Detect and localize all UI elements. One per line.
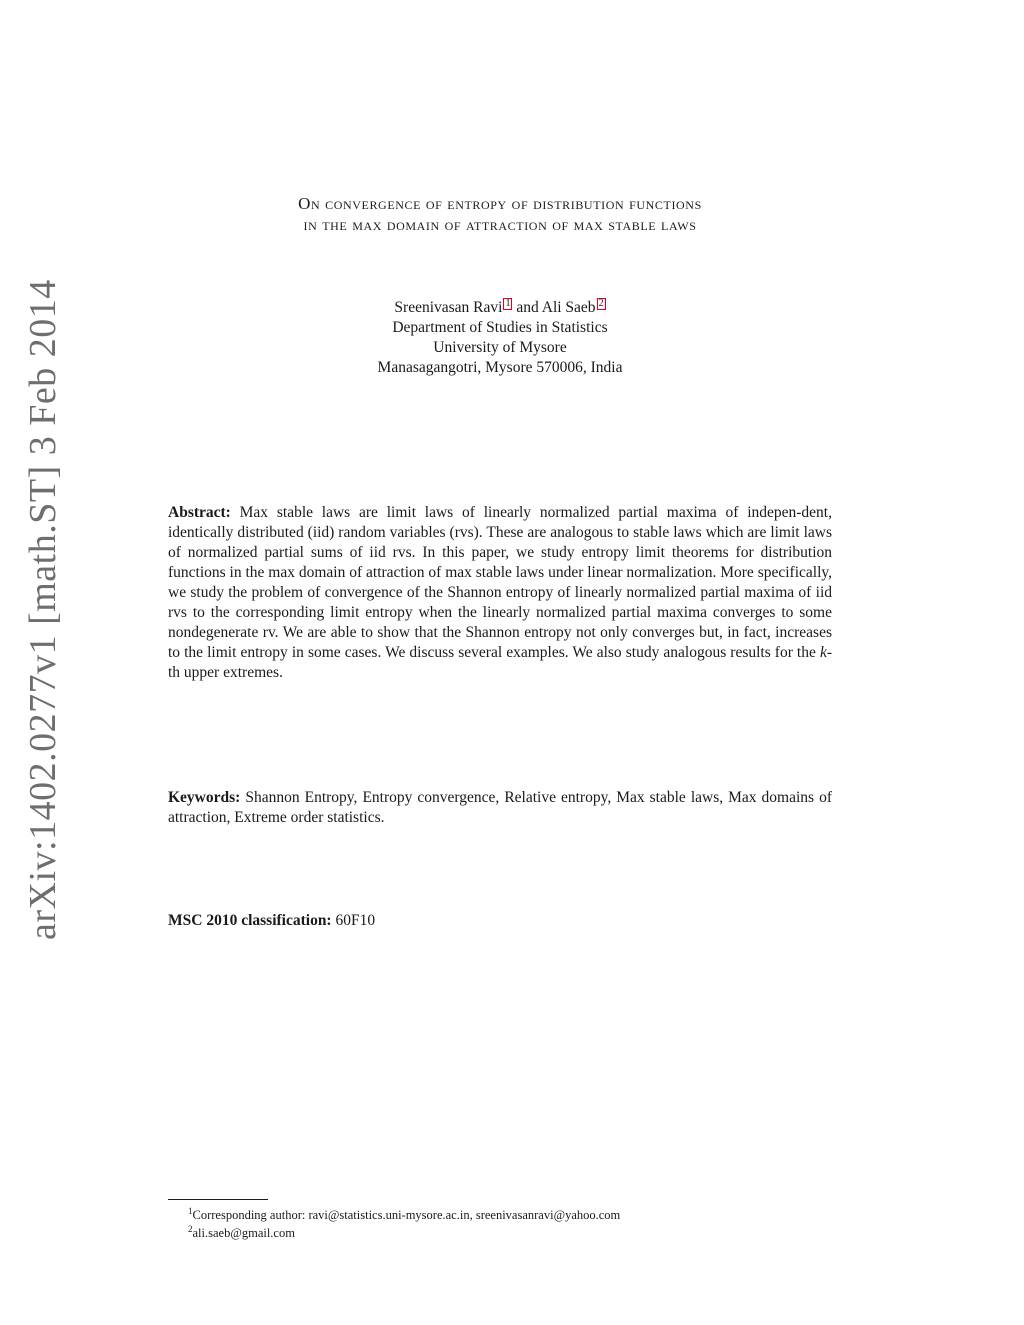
author-address: Manasagangotri, Mysore 570006, India — [377, 359, 623, 376]
footnote-2-mark: 2 — [188, 1224, 193, 1234]
author-1-name: Sreenivasan Ravi — [394, 299, 503, 316]
footnotes — [188, 1206, 828, 1242]
keywords-text: Shannon Entropy, Entropy convergence, Relative entropy, Max stable laws, Max domains of attraction, Extreme order statistics. — [168, 789, 833, 826]
title-line-2: in the max domain of attraction of max stable laws — [303, 215, 697, 234]
author-names — [200, 298, 800, 318]
abstract-section — [168, 503, 832, 683]
abstract-text: Max stable laws are limit laws of linearly normalized partial maxima of indepen-dent, identically distributed (iid) random variables (rvs). These are analogous to stable laws which are limit laws of normalized partial sums of iid rvs. In this paper, we study entropy limit theorems for distribution functions in the max domain of attraction of max stable laws under linear normalization. More specifically, we study the problem of convergence of the Shannon entropy of linearly normalized partial maxima of iid rvs to the corresponding limit entropy when the linearly normalized partial maxima converges to some nondegenerate rv. We are able to show that the Shannon entropy not only converges but, in fact, increases to the limit entropy in some cases. We discuss several examples. We also study analogous results for the — [168, 504, 832, 661]
keywords-section — [168, 788, 832, 828]
abstract-k-symbol: k — [819, 644, 827, 661]
footnote-rule — [168, 1199, 268, 1200]
keywords-label: Keywords: — [168, 789, 241, 806]
author-conjunction: and — [512, 299, 542, 316]
author-university: University of Mysore — [433, 339, 567, 356]
footnote-1-text: Corresponding author: ravi@statistics.uni-mysore.ac.in, sreenivasanravi@yahoo.com — [192, 1208, 621, 1222]
title-line-1: On convergence of entropy of distribution functions — [298, 194, 702, 213]
paper-title — [150, 193, 850, 235]
footnote-2-text: ali.saeb@gmail.com — [192, 1226, 295, 1240]
footnote-link-1[interactable]: 1 — [505, 298, 511, 309]
msc-label: MSC 2010 classification: — [168, 912, 332, 929]
author-block — [200, 298, 800, 378]
footnote-2 — [188, 1224, 828, 1242]
abstract-text-end: -th upper extremes. — [168, 644, 832, 681]
author-department: Department of Studies in Statistics — [392, 319, 608, 336]
arxiv-identifier-stamp: arXiv:1402.0277v1 [math.ST] 3 Feb 2014 — [22, 279, 64, 940]
author-2-name: Ali Saeb — [541, 299, 596, 316]
footnote-link-2[interactable]: 2 — [598, 298, 604, 309]
msc-value: 60F10 — [335, 912, 376, 929]
abstract-label: Abstract: — [168, 504, 231, 521]
footnote-1-mark: 1 — [188, 1206, 193, 1216]
msc-classification — [168, 911, 832, 931]
footnote-1 — [188, 1206, 828, 1224]
